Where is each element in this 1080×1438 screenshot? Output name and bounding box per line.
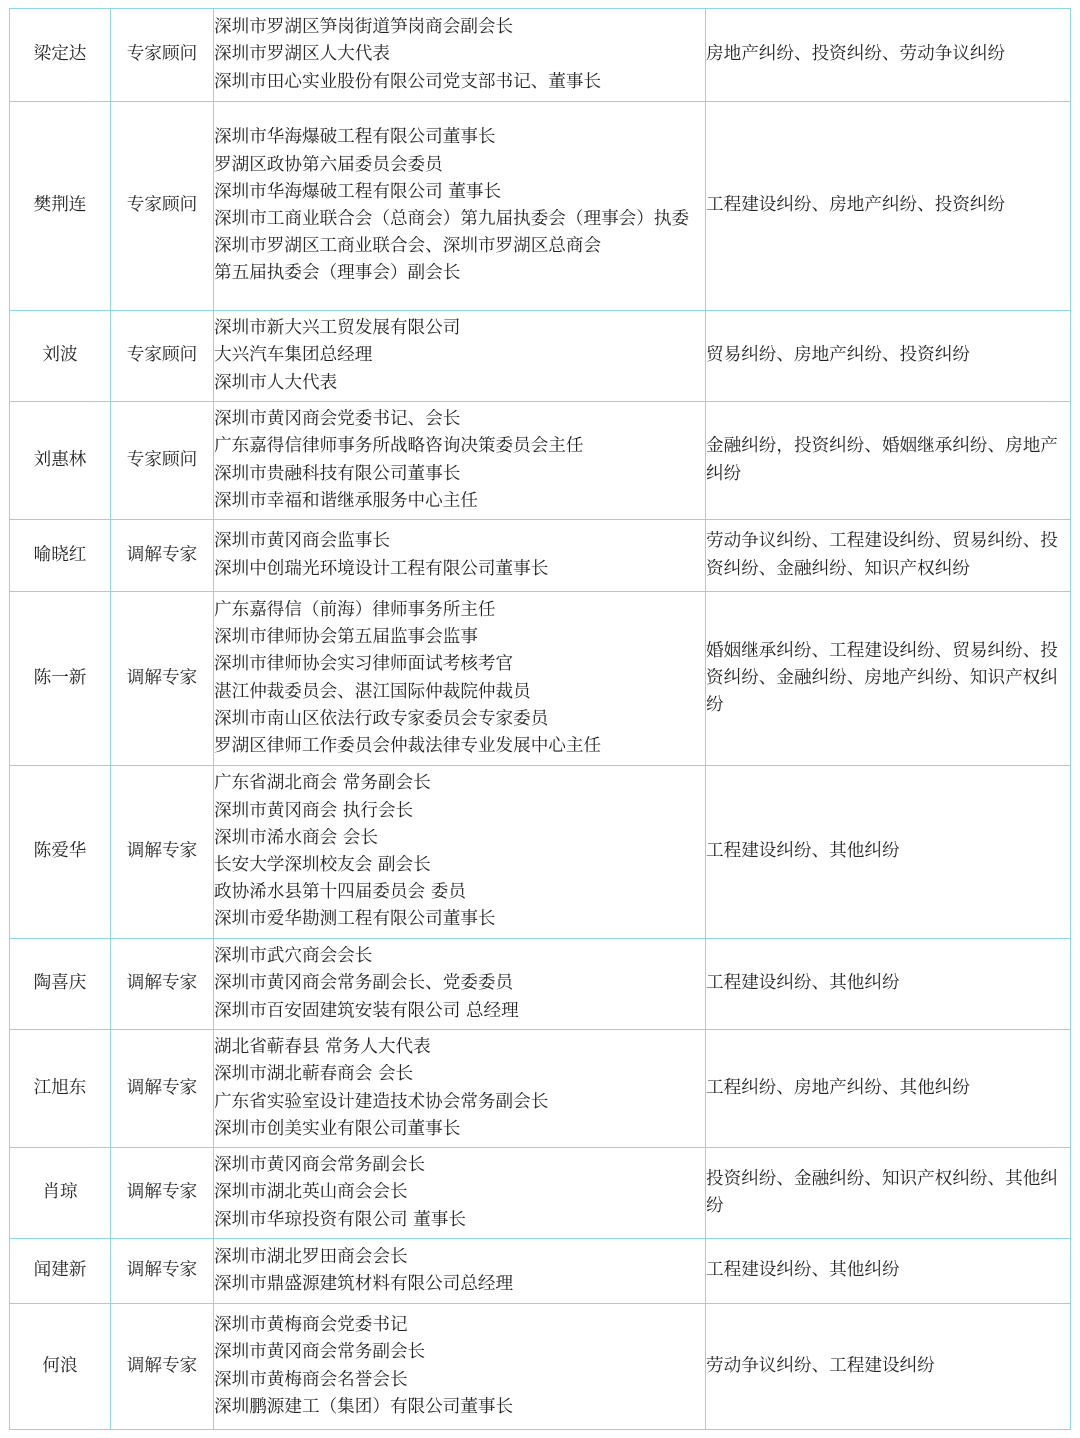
expert-positions — [214, 1304, 706, 1430]
expert-positions — [214, 592, 706, 766]
expert-role: 专家顾问 — [111, 9, 214, 102]
position-line: 深圳市黄冈商会常务副会长、党委委员 — [214, 973, 514, 994]
expert-role: 专家顾问 — [111, 102, 214, 311]
expert-positions — [214, 939, 706, 1030]
position-line: 深圳市百安固建筑安装有限公司 总经理 — [214, 1000, 519, 1021]
position-line: 深圳市湖北蕲春商会 会长 — [214, 1064, 414, 1085]
position-line: 深圳鹏源建工（集团）有限公司董事长 — [214, 1396, 514, 1417]
expert-name: 喻晓红 — [10, 520, 111, 592]
expert-dispute-scope: 工程建设纠纷、其他纠纷 — [706, 1239, 1071, 1304]
position-line: 深圳市新大兴工贸发展有限公司 — [214, 318, 461, 339]
position-line: 深圳中创瑞光环境设计工程有限公司董事长 — [214, 558, 549, 579]
expert-dispute-scope: 工程建设纠纷、其他纠纷 — [706, 766, 1071, 939]
position-line: 湖北省蕲春县 常务人大代表 — [214, 1037, 431, 1058]
expert-role: 调解专家 — [111, 1030, 214, 1148]
position-line: 深圳市南山区依法行政专家委员会专家委员 — [214, 708, 549, 729]
position-line: 深圳市罗湖区笋岗街道笋岗商会副会长 — [214, 17, 514, 38]
expert-dispute-scope: 工程纠纷、房地产纠纷、其他纠纷 — [706, 1030, 1071, 1148]
position-line: 深圳市黄梅商会名誉会长 — [214, 1369, 408, 1390]
expert-role: 调解专家 — [111, 520, 214, 592]
expert-dispute-scope: 工程建设纠纷、其他纠纷 — [706, 939, 1071, 1030]
position-line: 深圳市幸福和谐继承服务中心主任 — [214, 490, 478, 511]
position-line: 深圳市湖北罗田商会会长 — [214, 1246, 408, 1267]
expert-role: 专家顾问 — [111, 311, 214, 402]
expert-row — [10, 520, 1071, 592]
position-line: 深圳市黄冈商会党委书记、会长 — [214, 409, 461, 430]
position-line: 广东嘉得信律师事务所战略咨询决策委员会主任 — [214, 436, 584, 457]
expert-dispute-scope: 贸易纠纷、房地产纠纷、投资纠纷 — [706, 311, 1071, 402]
experts-table — [9, 8, 1071, 1430]
position-line: 政协浠水县第十四届委员会 委员 — [214, 882, 466, 903]
expert-dispute-scope: 劳动争议纠纷、工程建设纠纷、贸易纠纷、投资纠纷、金融纠纷、知识产权纠纷 — [706, 520, 1071, 592]
expert-dispute-scope: 工程建设纠纷、房地产纠纷、投资纠纷 — [706, 102, 1071, 311]
expert-positions — [214, 766, 706, 939]
position-line: 深圳市武穴商会会长 — [214, 946, 373, 967]
position-line: 深圳市贵融科技有限公司董事长 — [214, 463, 461, 484]
position-line: 深圳市罗湖区人大代表 — [214, 44, 390, 65]
expert-name: 梁定达 — [10, 9, 111, 102]
expert-dispute-scope: 婚姻继承纠纷、工程建设纠纷、贸易纠纷、投资纠纷、金融纠纷、房地产纠纷、知识产权纠纷 — [706, 592, 1071, 766]
expert-positions — [214, 520, 706, 592]
position-line: 深圳市律师协会第五届监事会监事 — [214, 627, 478, 648]
expert-name: 何浪 — [10, 1304, 111, 1430]
position-line: 广东省湖北商会 常务副会长 — [214, 773, 431, 794]
expert-positions — [214, 1030, 706, 1148]
expert-row — [10, 766, 1071, 939]
expert-role: 调解专家 — [111, 1304, 214, 1430]
position-line: 长安大学深圳校友会 副会长 — [214, 855, 431, 875]
expert-dispute-scope: 房地产纠纷、投资纠纷、劳动争议纠纷 — [706, 9, 1071, 102]
position-line: 第五届执委会（理事会）副会长 — [214, 263, 461, 284]
position-line: 深圳市罗湖区工商业联合会、深圳市罗湖区总商会 — [214, 236, 602, 257]
position-line: 深圳市华琼投资有限公司 董事长 — [214, 1209, 466, 1230]
position-line: 深圳市田心实业股份有限公司党支部书记、董事长 — [214, 71, 602, 92]
expert-row — [10, 1030, 1071, 1148]
position-line: 深圳市浠水商会 会长 — [214, 827, 378, 848]
expert-role: 调解专家 — [111, 939, 214, 1030]
expert-role: 调解专家 — [111, 592, 214, 766]
expert-positions — [214, 1148, 706, 1239]
position-line: 湛江仲裁委员会、湛江国际仲裁院仲裁员 — [214, 681, 531, 702]
position-line: 深圳市华海爆破工程有限公司 董事长 — [214, 181, 502, 202]
position-line: 深圳市华海爆破工程有限公司董事长 — [214, 127, 496, 148]
position-line: 罗湖区律师工作委员会仲裁法律专业发展中心主任 — [214, 735, 602, 756]
expert-name: 刘波 — [10, 311, 111, 402]
position-line: 大兴汽车集团总经理 — [214, 345, 373, 366]
expert-row — [10, 9, 1071, 102]
expert-role: 调解专家 — [111, 1239, 214, 1304]
position-line: 广东嘉得信（前海）律师事务所主任 — [214, 599, 496, 620]
expert-name: 刘惠林 — [10, 402, 111, 520]
expert-name: 陈一新 — [10, 592, 111, 766]
expert-row — [10, 939, 1071, 1030]
expert-role: 调解专家 — [111, 766, 214, 939]
expert-positions — [214, 311, 706, 402]
expert-name: 江旭东 — [10, 1030, 111, 1148]
position-line: 深圳市创美实业有限公司董事长 — [214, 1118, 461, 1139]
expert-positions — [214, 1239, 706, 1304]
expert-dispute-scope: 投资纠纷、金融纠纷、知识产权纠纷、其他纠纷 — [706, 1148, 1071, 1239]
expert-positions — [214, 9, 706, 102]
expert-name: 闻建新 — [10, 1239, 111, 1304]
position-line: 广东省实验室设计建造技术协会常务副会长 — [214, 1091, 549, 1112]
position-line: 深圳市人大代表 — [214, 372, 338, 393]
position-line: 深圳市黄冈商会监事长 — [214, 531, 390, 552]
expert-name: 肖琼 — [10, 1148, 111, 1239]
expert-role: 调解专家 — [111, 1148, 214, 1239]
expert-dispute-scope: 劳动争议纠纷、工程建设纠纷 — [706, 1304, 1071, 1430]
experts-table-body — [10, 9, 1071, 1430]
position-line: 深圳市爱华勘测工程有限公司董事长 — [214, 909, 496, 930]
expert-row — [10, 1304, 1071, 1430]
position-line: 深圳市黄冈商会常务副会长 — [214, 1155, 426, 1176]
expert-row — [10, 102, 1071, 311]
position-line: 深圳市律师协会实习律师面试考核考官 — [214, 654, 514, 675]
position-line: 深圳市黄冈商会 执行会长 — [214, 800, 414, 821]
expert-row — [10, 1239, 1071, 1304]
expert-dispute-scope: 金融纠纷，投资纠纷、婚姻继承纠纷、房地产纠纷 — [706, 402, 1071, 520]
position-line: 罗湖区政协第六届委员会委员 — [214, 154, 443, 175]
expert-positions — [214, 102, 706, 311]
expert-name: 樊荆连 — [10, 102, 111, 311]
expert-name: 陶喜庆 — [10, 939, 111, 1030]
expert-row — [10, 402, 1071, 520]
position-line: 深圳市黄冈商会常务副会长 — [214, 1342, 426, 1363]
expert-row — [10, 311, 1071, 402]
expert-row — [10, 592, 1071, 766]
position-line: 深圳市鼎盛源建筑材料有限公司总经理 — [214, 1274, 514, 1294]
position-line: 深圳市黄梅商会党委书记 — [214, 1315, 408, 1336]
expert-role: 专家顾问 — [111, 402, 214, 520]
expert-positions — [214, 402, 706, 520]
expert-name: 陈爱华 — [10, 766, 111, 939]
expert-row — [10, 1148, 1071, 1239]
position-line: 深圳市湖北英山商会会长 — [214, 1182, 408, 1203]
position-line: 深圳市工商业联合会（总商会）第九届执委会（理事会）执委 — [214, 209, 690, 229]
